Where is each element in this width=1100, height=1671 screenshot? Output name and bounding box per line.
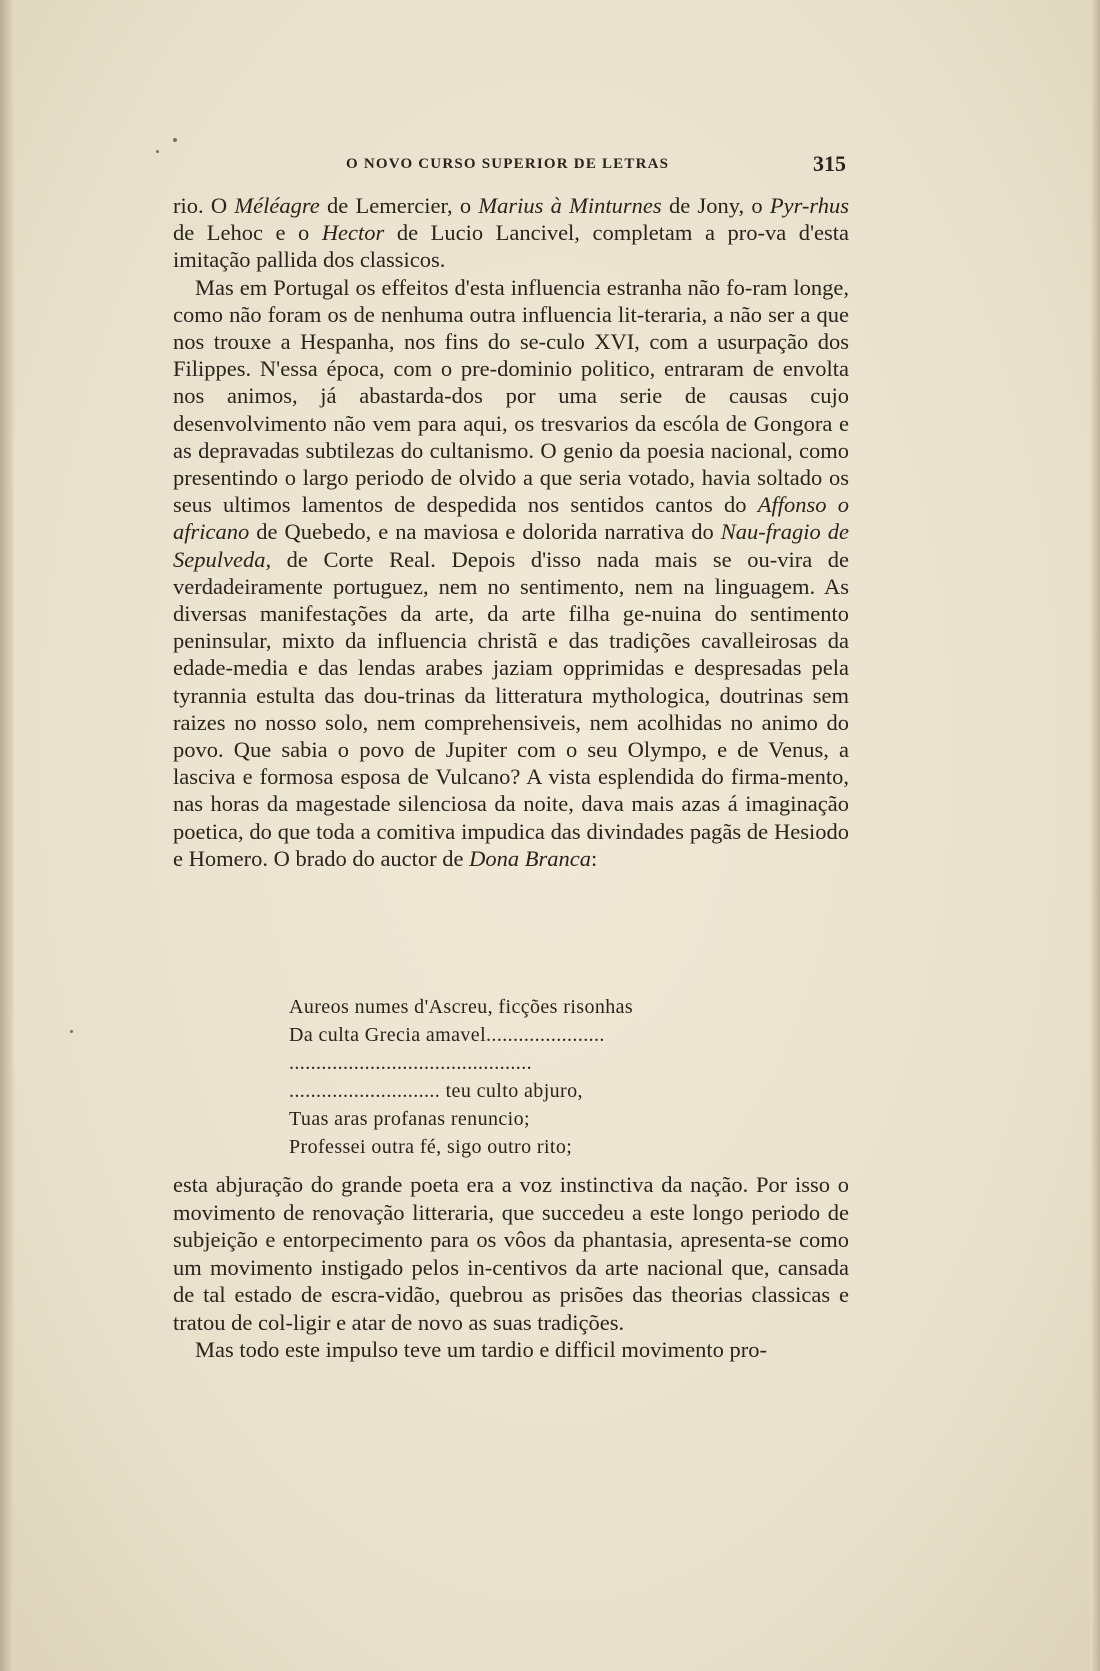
ink-speck (173, 138, 177, 142)
verse-line: ............................................. (289, 1052, 532, 1074)
body-text-continued (173, 1171, 849, 1364)
verse-line: Aureos numes d'Ascreu, ficções risonhas (289, 996, 634, 1018)
verse-line: Da culta Grecia amavel...................... (289, 1024, 605, 1046)
page-left-edge (0, 0, 14, 1671)
paragraph: Mas todo este impulso teve um tardio e difficil movimento pro- (195, 1337, 767, 1362)
paragraph: Mas em Portugal os effeitos d'esta influencia estranha não fo-ram longe, como não foram os de nenhuma outra influencia lit-teraria, a não ser a que nos trouxe a Hespanha, nos fins do se-culo XVI, com a usurpação dos Filippes. N'essa época, com o pre-dominio politico, entraram de envolta nos animos, já abastarda-dos por uma serie de causas cujo desenvolvimento não vem para aqui, os tresvarios da escóla de Gongora e as depravadas subtilezas do cultanismo. O genio da poesia nacional, como presentindo o largo periodo de olvido a que seria votado, havia soltado os seus ultimos lamentos de despedida nos sentidos cantos do Affonso o africano de Quebedo, e na maviosa e dolorida narrativa do Nau-fragio de Sepulveda, de Corte Real. Depois d'isso nada mais se ou-vira de verdadeiramente portuguez, nem no sentimento, nem na linguagem. As diversas manifestações da arte, da arte filha ge-nuina do sentimento peninsular, mixto da influencia christã e das tradições cavalleirosas da edade-media e das lendas arabes jaziam opprimidas e despresadas pela tyrannia estulta das dou-trinas da litteratura mythologica, doutrinas sem raizes no nosso solo, nem comprehensiveis, nem acolhidas no animo do povo. Que sabia o povo de Jupiter com o seu Olympo, e de Venus, a lasciva e formosa esposa de Vulcano? A vista esplendida do firma-mento, nas horas da magestade silenciosa da noite, dava mais azas á imaginação poetica, do que toda a comitiva impudica das divindades pagãs de Hesiodo e Homero. O brado do auctor de Dona Branca: (173, 274, 849, 871)
ink-speck (70, 1030, 73, 1033)
ink-speck (156, 150, 159, 153)
page-number: 315 (813, 151, 846, 176)
body-text (173, 192, 849, 872)
verse-line: Professei outra fé, sigo outro rito; (289, 1136, 573, 1158)
verse-quotation (289, 993, 719, 1161)
paragraph: rio. O Méléagre de Lemercier, o Marius à Minturnes de Jony, o Pyr-rhus de Lehoc e o Hector de Lucio Lancivel, completam a pro-va d'esta imitação pallida dos classicos. (173, 193, 850, 273)
running-title: O NOVO CURSO SUPERIOR DE LETRAS (346, 156, 670, 172)
page-right-edge (1090, 0, 1100, 1671)
verse-line: ............................ teu culto abjuro, (289, 1080, 583, 1102)
paragraph: esta abjuração do grande poeta era a voz instinctiva da nação. Por isso o movimento de renovação litteraria, que succedeu a este longo periodo de subjeição e entorpecimento para os vôos da phantasia, apresenta-se como um movimento instigado pelos in-centivos da arte nacional que, cansada de tal estado de escra-vidão, quebrou as prisões das theorias classicas e tratou de col-ligir e atar de novo as suas tradições. (173, 1172, 849, 1335)
page-header (176, 151, 846, 178)
verse-line: Tuas aras profanas renuncio; (289, 1108, 530, 1130)
